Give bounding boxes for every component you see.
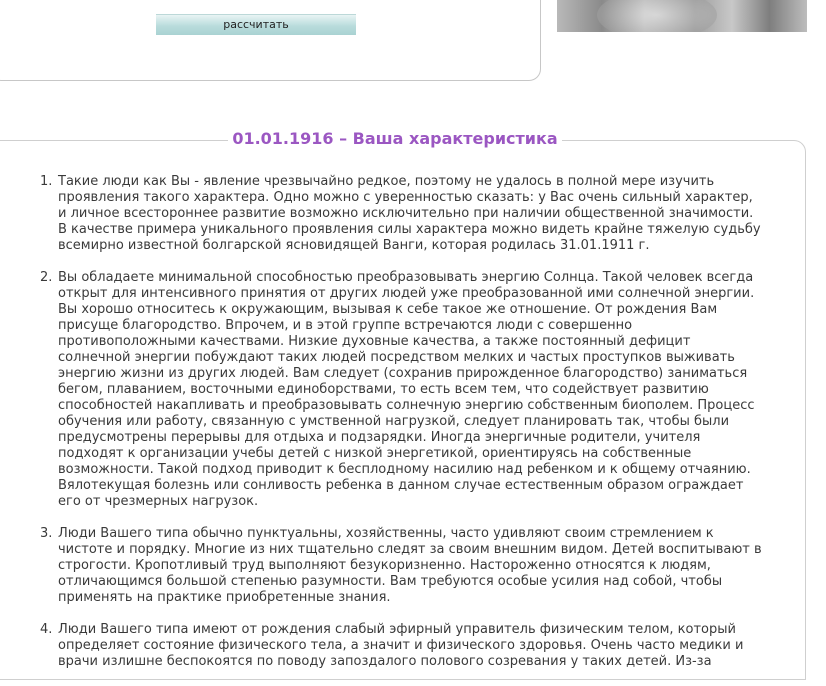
list-item-number: 1. [40,174,53,189]
list-item-text: Такие люди как Вы - явление чрезвычайно редкое, поэтому не удалось в полной мере изучить проявления такого характера. Одно можно с уверенностью сказать: у Вас очень сильный характер, и личное всестороннее развитие возможно исключительно при наличии общественной значимости. В качестве примера уникального проявления силы характера можно видеть крайне тяжелую судьбу всемирно известной болгарской ясновидящей Ванги, которая родилась 31.01.1911 г. [58,174,761,253]
list-item [40,270,765,510]
list-item-text: Люди Вашего типа имеют от рождения слабый эфирный управитель физическим телом, который определяет состояние физического тела, а значит и физического здоровья. Очень часто медики и врачи излишне беспокоятся по поводу запоздалого полового созревания у таких детей. Из-за [58,622,744,669]
list-item-number: 2. [40,270,53,285]
result-title [0,128,790,150]
list-item [40,526,765,606]
birthdate-form-panel [0,0,541,81]
portrait-photo [557,0,807,32]
characteristics-list [40,174,765,686]
list-item-number: 3. [40,526,53,541]
list-item-number: 4. [40,622,53,637]
list-item-text: Люди Вашего типа обычно пунктуальны, хозяйственны, часто удивляют своим стремлением к чистоте и порядку. Многие из них тщательно следят за своим внешним видом. Детей воспитывают в строгости. Кропотливый труд выполняют безукоризненно. Настороженно относятся к людям, отличающимся большой степенью разумности. Вам требуются особые усилия над собой, чтобы применять на практике приобретенные знания. [58,526,762,605]
calculate-button[interactable]: рассчитать [156,14,356,35]
list-item [40,174,765,254]
list-item [40,622,765,670]
list-item-text: Вы обладаете минимальной способностью преобразовывать энергию Солнца. Такой человек всегда открыт для интенсивного принятия от других людей уже преобразованной ими солнечной энергии. Вы хорошо относитесь к окружающим, вызывая к себе такое же отношение. От рождения Вам присуще благородство. Впрочем, и в этой группе встречаются люди с совершенно противоположными качествами. Низкие духовные качества, а также постоянный дефицит солнечной энергии побуждают таких людей посредством мелких и частых проступков выживать энергию жизни из других людей. Вам следует (сохранив прирожденное благородство) заниматься бегом, плаванием, восточными единоборствами, то есть всем тем, что содействует развитию способностей накапливать и преобразовывать солнечную энергию собственным биополем. Процесс обучения или работу, связанную с умственной нагрузкой, следует планировать так, чтобы были предусмотрены перерывы для отдыха и подзарядки. Иногда энергичные родители, учителя подходят к организации учебы детей с низкой энергетикой, ориентируясь на собственные возможности. Такой подход приводит к бесплодному насилию над ребенком и к общему отчаянию. Вялотекущая болезнь или сонливость ребенка в данном случае естественным образом ограждает его от чрезмерных нагрузок. [58,270,755,509]
result-title-text: 01.01.1916 – Ваша характеристика [228,129,561,148]
